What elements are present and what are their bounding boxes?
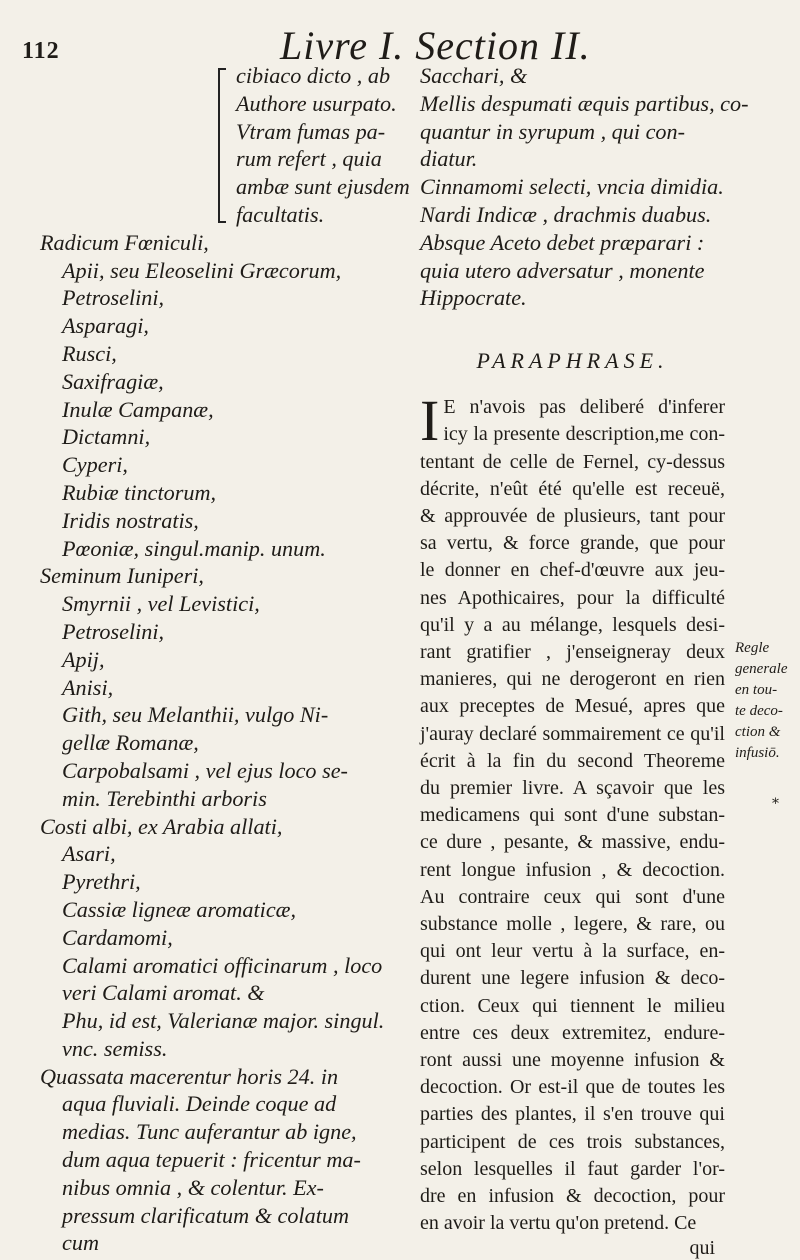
recipe-line: Asparagi, xyxy=(62,313,149,339)
running-title: Livre I. Section II. xyxy=(280,23,591,68)
margin-note-line: te deco- xyxy=(735,703,783,719)
recipe-line: Mellis despumati æquis partibus, co- xyxy=(420,90,749,116)
margin-note xyxy=(735,638,795,764)
recipe-line: Anisi, xyxy=(62,674,114,700)
bracket-line: Vtram fumas pa- xyxy=(236,118,386,144)
recipe-line: Quassata macerentur horis 24. in xyxy=(40,1063,339,1089)
paragraph-line: sa vertu, & force grande, que pour xyxy=(420,532,725,555)
paragraph-line: tentant de celle de Fernel, cy-dessus xyxy=(420,450,725,473)
paragraph-line: & approuvée de plusieurs, tant pour xyxy=(420,504,725,527)
paragraph-line: nes Apothicaires, pour la difficulté xyxy=(420,586,725,609)
paragraph-line: ce dure , pesante, & massive, endu- xyxy=(420,831,725,854)
recipe-line: medias. Tunc auferantur ab igne, xyxy=(62,1119,357,1145)
recipe-line: pressum clarificatum & colatum xyxy=(62,1202,349,1228)
paragraph-line: décrite, n'eût été qu'elle est receuë, xyxy=(420,477,725,500)
recipe-line: Cyperi, xyxy=(62,452,128,478)
recipe-line: Apij, xyxy=(62,646,105,672)
recipe-line: Absque Aceto debet præparari : xyxy=(420,229,705,255)
recipe-line: Inulæ Campanæ, xyxy=(62,396,214,422)
paragraph-line: aux preceptes de Mesué, apres que xyxy=(420,695,725,718)
paragraph-line: selon lesquelles il faut garder l'or- xyxy=(420,1157,725,1180)
paragraph-line: decoction. Or est-il que de toutes les xyxy=(420,1076,725,1099)
recipe-line: Sacchari, & xyxy=(420,63,528,88)
paragraph-line: rent longue infusion , & decoction. xyxy=(420,858,725,881)
margin-note-line: ction & xyxy=(735,724,781,740)
margin-asterisk: * xyxy=(772,796,779,812)
margin-note-line: Regle xyxy=(735,640,770,656)
recipe-line: gellæ Romanæ, xyxy=(62,730,199,756)
bracketed-note xyxy=(210,62,410,229)
recipe-line: Asari, xyxy=(62,841,116,867)
recipe-line: Dictamni, xyxy=(62,424,151,450)
recipe-line: Carpobalsami , vel ejus loco se- xyxy=(62,757,348,783)
recipe-line: quia utero adversatur , monente xyxy=(420,257,705,283)
paragraph-line: substance molle , legere, & rare, ou xyxy=(420,913,725,936)
bracket-line: cibiaco dicto , ab xyxy=(236,63,391,88)
recipe-line: Cardamomi, xyxy=(62,924,173,950)
brace-mark xyxy=(218,68,226,223)
paraphrase-paragraph xyxy=(420,388,725,1237)
recipe-line: vnc. semiss. xyxy=(62,1035,168,1061)
recipe-line: Gith, seu Melanthii, vulgo Ni- xyxy=(62,702,329,728)
recipe-line: Calami aromatici officinarum , loco xyxy=(62,952,383,978)
recipe-line: veri Calami aromat. & xyxy=(62,980,265,1006)
margin-note-line: infusiō. xyxy=(735,745,780,761)
paragraph-line: entre ces deux extremitez, endure- xyxy=(420,1021,725,1044)
bracket-line: ambæ sunt ejusdem xyxy=(236,174,410,200)
bracket-line: Authore usurpato. xyxy=(236,90,397,116)
recipe-line: Smyrnii , vel Levistici, xyxy=(62,591,260,617)
recipe-line: Costi albi, ex Arabia allati, xyxy=(40,813,283,839)
paragraph-line: en avoir la vertu qu'on pretend. Ce xyxy=(420,1212,697,1235)
recipe-line: dum aqua tepuerit : fricentur ma- xyxy=(62,1147,361,1173)
left-column xyxy=(40,62,410,1257)
paragraph-line: rant gratifier , j'enseigneray deux xyxy=(420,641,725,663)
recipe-line: Apii, seu Eleoselini Græcorum, xyxy=(62,257,342,283)
recipe-line: Iridis nostratis, xyxy=(62,507,199,533)
margin-note-line: generale xyxy=(735,661,788,677)
paragraph-line: ction. Ceux qui tiennent le milieu xyxy=(420,994,725,1017)
paragraph-line: ront aussi une moyenne infusion & xyxy=(420,1049,725,1072)
recipe-line: quantur in syrupum , qui con- xyxy=(420,118,686,144)
drop-cap: I xyxy=(420,388,440,454)
bracket-line: rum refert , quia xyxy=(236,146,382,172)
recipe-line: cum xyxy=(62,1230,99,1256)
paragraph-line: durent une legere infusion & deco- xyxy=(420,967,725,990)
recipe-line: diatur. xyxy=(420,146,478,172)
bracket-line: facultatis. xyxy=(236,201,325,227)
recipe-line: Petroselini, xyxy=(62,618,165,644)
recipe-line: Cassiæ ligneæ aromaticæ, xyxy=(62,896,297,922)
recipe-line: Radicum Fœniculi, xyxy=(40,229,209,255)
paragraph-line: le donner en chef-d'œuvre aux jeu- xyxy=(420,559,725,582)
recipe-line: nibus omnia , & colentur. Ex- xyxy=(62,1174,324,1200)
paragraph-line: écrit à la fin du second Theoreme xyxy=(420,749,725,772)
catchword: qui xyxy=(689,1237,715,1260)
paragraph-line: E n'avois pas deliberé d'inferer xyxy=(443,396,725,419)
recipe-line: Nardi Indicæ , drachmis duabus. xyxy=(420,201,712,227)
recipe-line: Petroselini, xyxy=(62,285,165,311)
paragraph-line: qu'il y a au mélange, lesquels desi- xyxy=(420,613,725,636)
recipe-line: min. Terebinthi arboris xyxy=(62,785,267,811)
paragraph-line: qui ont leur vertu à la surface, en- xyxy=(420,940,725,963)
paragraph-line: icy la presente description,me con- xyxy=(443,423,725,446)
page-number: 112 xyxy=(22,38,60,64)
paragraph-line: parties des plantes, il s'en trouve qui xyxy=(420,1103,725,1126)
paragraph-line: Au contraire ceux qui sont d'une xyxy=(420,885,725,908)
recipe-line: Pyrethri, xyxy=(62,869,141,895)
recipe-line: Rubiæ tinctorum, xyxy=(62,479,217,505)
paragraph-line: dre en infusion & decoction, pour xyxy=(420,1185,725,1208)
paraphrase-heading: PARAPHRASE. xyxy=(476,348,669,374)
recipe-line: Hippocrate. xyxy=(420,285,527,311)
recipe-line: Saxifragiæ, xyxy=(62,368,164,394)
paragraph-line: j'auray declaré sommairement ce qu'il xyxy=(420,722,725,745)
margin-note-line: en tou- xyxy=(735,682,778,698)
recipe-line: Pœoniæ, singul.manip. unum. xyxy=(62,535,326,561)
recipe-line: Seminum Iuniperi, xyxy=(40,563,204,589)
recipe-line: Phu, id est, Valerianæ major. singul. xyxy=(62,1008,385,1034)
paragraph-line: participent de ces trois substances, xyxy=(420,1130,725,1153)
right-column xyxy=(420,62,749,1260)
recipe-line: aqua fluviali. Deinde coque ad xyxy=(62,1091,337,1117)
recipe-line: Rusci, xyxy=(62,340,117,366)
paragraph-line: medicamens qui sont d'une substan- xyxy=(420,804,725,827)
paragraph-line: du premier livre. A sçavoir que les xyxy=(420,777,725,800)
paragraph-line: manieres, qui ne derogeront en rien xyxy=(420,668,725,691)
recipe-line: Cinnamomi selecti, vncia dimidia. xyxy=(420,174,724,200)
